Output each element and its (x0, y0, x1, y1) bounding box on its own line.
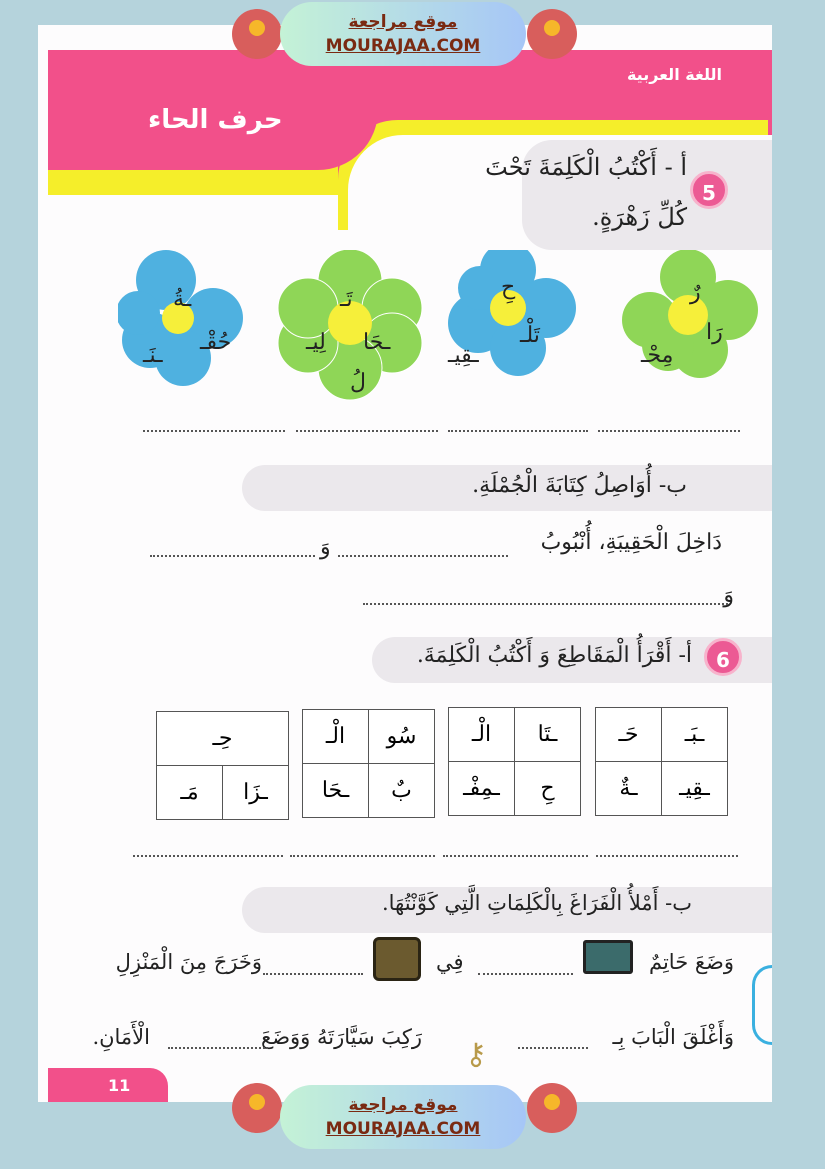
flower4-syllable: ـنَـ (143, 343, 163, 368)
flower3-syllable: لِيـ (306, 330, 326, 355)
syllable-cell: مَـ (157, 766, 223, 820)
watermark-line2: MOURAJAA.COM (325, 36, 481, 56)
page-number: 11 (48, 1068, 168, 1102)
answer-line[interactable] (290, 855, 435, 857)
flower-4 (118, 250, 243, 386)
answer-line[interactable] (338, 555, 508, 557)
ex6a-instruction: أ- أَقْرَأُ الْمَقَاطِعَ وَ أَكْتُبُ الْكَلِمَةَ. (416, 643, 692, 668)
answer-line[interactable] (448, 430, 588, 432)
answer-line[interactable] (598, 430, 740, 432)
syllable-cell: ـقِيـ (662, 762, 728, 816)
syllable-cell: ـبَـ (662, 708, 728, 762)
answer-line[interactable] (143, 430, 285, 432)
syllable-cell: حِ (515, 762, 581, 816)
sentence1-mid: فِي (436, 950, 464, 974)
answer-line[interactable] (263, 973, 363, 975)
flower1-syllable: رٌ (690, 280, 701, 305)
answer-line[interactable] (478, 973, 573, 975)
syllable-cell: ـحَا (303, 764, 369, 818)
syllable-table-3 (302, 709, 435, 818)
flower1-syllable: رَا (706, 320, 723, 345)
answer-line[interactable] (363, 603, 728, 605)
watermark-line1: موقع مراجعة (348, 1095, 458, 1115)
watermark-line2: MOURAJAA.COM (325, 1119, 481, 1139)
site-logo-icon (527, 9, 577, 59)
worksheet-page (38, 25, 772, 1102)
flower4-syllable: حُقْـ (200, 330, 232, 355)
ex6b-instruction: ب- أَمْلأُ الْفَرَاغَ بِالْكَلِمَاتِ الَّتِي كَوَّنْتُهَا. (381, 891, 692, 915)
syllable-cell: ـمِفْـ (449, 762, 515, 816)
sentence1-end: وَخَرَجَ مِنَ الْمَنْزِلِ (115, 950, 262, 974)
ex5b-instruction: ب- أُوَاصِلُ كِتَابَةَ الْجُمْلَةِ. (472, 473, 687, 498)
flower3-syllable: لُ (350, 370, 366, 395)
answer-line[interactable] (443, 855, 588, 857)
ex5b-sentence-start: دَاخِلَ الْحَقِيبَةِ، أُنْبُوبُ (540, 530, 722, 555)
syllable-table-2 (448, 707, 581, 816)
syllable-cell: ـةٌ (596, 762, 662, 816)
syllable-cell: الْـ (303, 710, 369, 764)
watermark-banner-bottom[interactable] (280, 1085, 526, 1149)
sentence2-mid: رَكِبَ سَيَّارَتَهُ وَوَضَعَ (261, 1025, 422, 1049)
syllable-cell: ـزَا (223, 766, 289, 820)
subject-label: اللغة العربية (626, 65, 722, 84)
bag-image (373, 937, 421, 981)
flower1-syllable: مِحْـ (641, 343, 674, 368)
key-image: ⚷ (465, 1037, 487, 1072)
laptop-image (583, 940, 633, 974)
answer-line[interactable] (296, 430, 438, 432)
site-logo-icon (232, 1083, 282, 1133)
answer-line[interactable] (150, 555, 315, 557)
flower2-syllable: تَلْـ (520, 323, 540, 348)
syllable-cell: سُو (369, 710, 435, 764)
lesson-title: حرف الحاء (148, 105, 283, 135)
syllable-table-1 (595, 707, 728, 816)
syllable-cell: ـتَا (515, 708, 581, 762)
sentence1-start: وَضَعَ حَاتِمٌ (648, 950, 734, 974)
flower2-syllable: ـقِيـ (448, 343, 479, 368)
sentence2-end: الْأَمَانِ. (92, 1025, 150, 1049)
site-logo-icon (232, 9, 282, 59)
exercise-number-5: 5 (690, 171, 728, 209)
answer-line[interactable] (518, 1047, 588, 1049)
syllable-cell: حِـ (157, 712, 289, 766)
answer-line[interactable] (168, 1047, 268, 1049)
exercise-number-6: 6 (704, 638, 742, 676)
watermark-line1: موقع مراجعة (348, 12, 458, 32)
ex5b-connector: وَ (320, 535, 331, 560)
sentence2-start: وَأَغْلَقَ الْبَابَ بِـ (612, 1025, 734, 1049)
flower4-syllable: ـةُ (173, 287, 192, 312)
ex5b-connector: وَ (723, 583, 734, 608)
page-tab-decoration (752, 965, 772, 1045)
flower2-syllable: حِ (501, 275, 516, 300)
syllable-table-4 (156, 711, 289, 820)
answer-line[interactable] (133, 855, 283, 857)
syllable-cell: الْـ (449, 708, 515, 762)
flower3-syllable: تَـ (340, 287, 353, 312)
watermark-banner-top[interactable] (280, 2, 526, 66)
site-logo-icon (527, 1083, 577, 1133)
flower3-syllable: ـحَا (363, 330, 391, 355)
ex5a-instruction-1: أ - أَكْتُبُ الْكَلِمَةَ تَحْتَ (485, 153, 687, 181)
syllable-cell: حَـ (596, 708, 662, 762)
syllable-cell: بٌ (369, 764, 435, 818)
ex5a-instruction-2: كُلِّ زَهْرَةٍ. (592, 203, 687, 231)
answer-line[interactable] (596, 855, 738, 857)
